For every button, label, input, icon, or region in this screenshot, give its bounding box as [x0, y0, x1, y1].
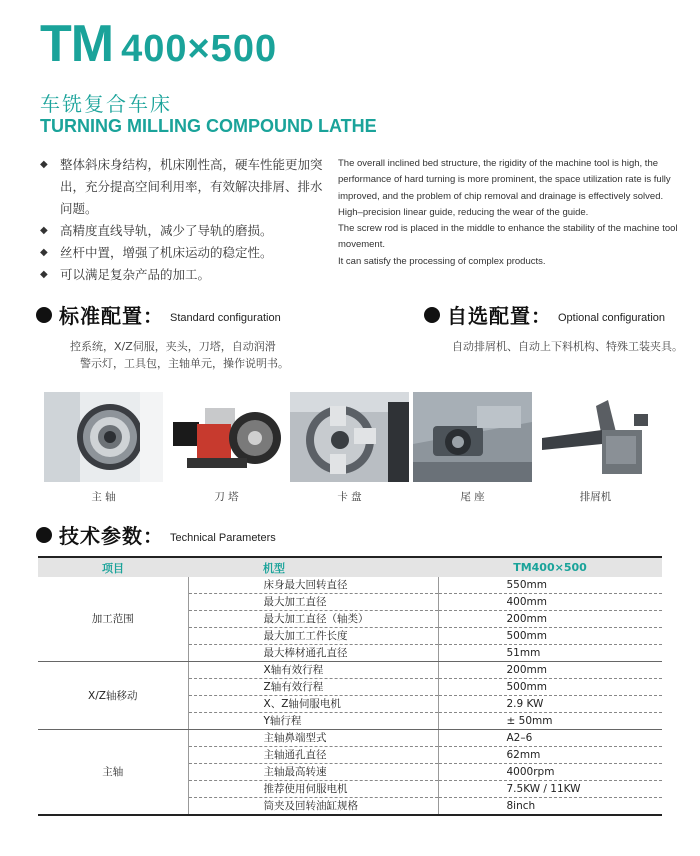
- feature-en: High–precision linear guide, reducing the wear of the guide.: [338, 206, 589, 218]
- feature-item: ◆ 可以满足复杂产品的加工。: [40, 264, 330, 286]
- turret-icon: [167, 392, 286, 482]
- param-name: 最大加工工件长度: [188, 628, 438, 645]
- param-value: A2–6: [438, 730, 662, 747]
- tailstock-icon: [413, 392, 532, 482]
- param-value: 4000rpm: [438, 764, 662, 781]
- brand-tm: TM: [40, 15, 114, 73]
- table-row: [38, 577, 662, 594]
- diamond-bullet-icon: ◆: [40, 159, 48, 170]
- photo-caption: 尾 座: [460, 491, 485, 503]
- param-name: 主轴通孔直径: [188, 747, 438, 764]
- brand-title: [40, 14, 277, 74]
- col-header-item: 项目: [38, 557, 188, 577]
- features-cn-list: [40, 154, 330, 286]
- param-value: 2.9 KW: [438, 696, 662, 713]
- feature-item: ◆ 丝杆中置，增强了机床运动的稳定性。: [40, 242, 330, 264]
- param-name: X、Z轴伺服电机: [188, 696, 438, 713]
- table-row: [38, 730, 662, 747]
- photo-caption: 刀 塔: [214, 491, 239, 503]
- param-value: ± 50mm: [438, 713, 662, 730]
- param-name: 主轴最高转速: [188, 764, 438, 781]
- bullet-dot-icon: [36, 307, 52, 323]
- standard-config-text: 控系统，X/Z伺服，夹头，刀塔，自动润滑 警示灯，工具包，主轴单元，操作说明书。: [70, 340, 289, 370]
- photo-caption: 主 轴: [91, 491, 116, 503]
- tech-params-heading: 技术参数： Technical Parameters: [36, 520, 276, 549]
- chip-conveyor-icon: [536, 392, 655, 482]
- param-name: 最大棒材通孔直径: [188, 645, 438, 662]
- param-value: 400mm: [438, 594, 662, 611]
- param-name: 最大加工直径（轴类）: [188, 611, 438, 628]
- optional-config-text: 自动排屑机、自动上下料机构、特殊工装夹具。: [452, 340, 683, 353]
- param-name: Y轴行程: [188, 713, 438, 730]
- bullet-dot-icon: [36, 527, 52, 543]
- param-value: 500mm: [438, 628, 662, 645]
- param-name: 主轴鼻端型式: [188, 730, 438, 747]
- param-value: 7.5KW / 11KW: [438, 781, 662, 798]
- param-name: 床身最大回转直径: [188, 577, 438, 594]
- group-label: 加工范围: [38, 577, 188, 662]
- group-label: 主轴: [38, 730, 188, 816]
- feature-en: It can satisfy the processing of complex products.: [338, 255, 546, 267]
- feature-item: ◆ 高精度直线导轨，减少了导轨的磨损。: [40, 220, 330, 242]
- brand-model: 400×500: [121, 28, 278, 70]
- optional-config-heading: 自选配置： Optional configuration: [424, 300, 665, 329]
- feature-en: The screw rod is placed in the middle to enhance the stability of the machine tool movement.: [338, 223, 678, 251]
- tech-params-table: [38, 556, 662, 816]
- product-title-cn: 车铣复合车床: [40, 92, 172, 116]
- spindle-icon: [44, 392, 163, 482]
- param-value: 500mm: [438, 679, 662, 696]
- diamond-bullet-icon: ◆: [40, 247, 48, 258]
- feature-en: The overall inclined bed structure, the rigidity of the machine tool is high, the performance of hard turning is more prominent, the space utilization rate is fully improved, and the problem of chip removal and drainage is effectively solved.: [338, 158, 671, 202]
- photo-captions: [44, 489, 655, 504]
- product-title-en: TURNING MILLING COMPOUND LATHE: [40, 116, 377, 136]
- feature-item: ◆ 整体斜床身结构，机床刚性高，硬车性能更加突出，充分提高空间利用率，有效解决排屑、排水问题。: [40, 154, 330, 220]
- param-name: 筒夹及回转油缸规格: [188, 798, 438, 816]
- diamond-bullet-icon: ◆: [40, 225, 48, 236]
- param-name: 最大加工直径: [188, 594, 438, 611]
- param-name: 推荐使用伺服电机: [188, 781, 438, 798]
- param-value: 550mm: [438, 577, 662, 594]
- param-name: Z轴有效行程: [188, 679, 438, 696]
- param-name: X轴有效行程: [188, 662, 438, 679]
- group-label: X/Z轴移动: [38, 662, 188, 730]
- component-photos: [44, 392, 655, 482]
- diamond-bullet-icon: ◆: [40, 269, 48, 280]
- table-row: [38, 662, 662, 679]
- standard-config-heading: 标准配置： Standard configuration: [36, 300, 281, 329]
- features-en-text: [338, 156, 683, 270]
- photo-caption: 卡 盘: [337, 491, 362, 503]
- col-header-model: 机型: [188, 557, 438, 577]
- param-value: 51mm: [438, 645, 662, 662]
- param-value: 8inch: [438, 798, 662, 816]
- photo-caption: 排屑机: [579, 491, 612, 503]
- param-value: 62mm: [438, 747, 662, 764]
- chuck-icon: [290, 392, 409, 482]
- bullet-dot-icon: [424, 307, 440, 323]
- col-header-value: TM400×500: [438, 557, 662, 577]
- param-value: 200mm: [438, 611, 662, 628]
- param-value: 200mm: [438, 662, 662, 679]
